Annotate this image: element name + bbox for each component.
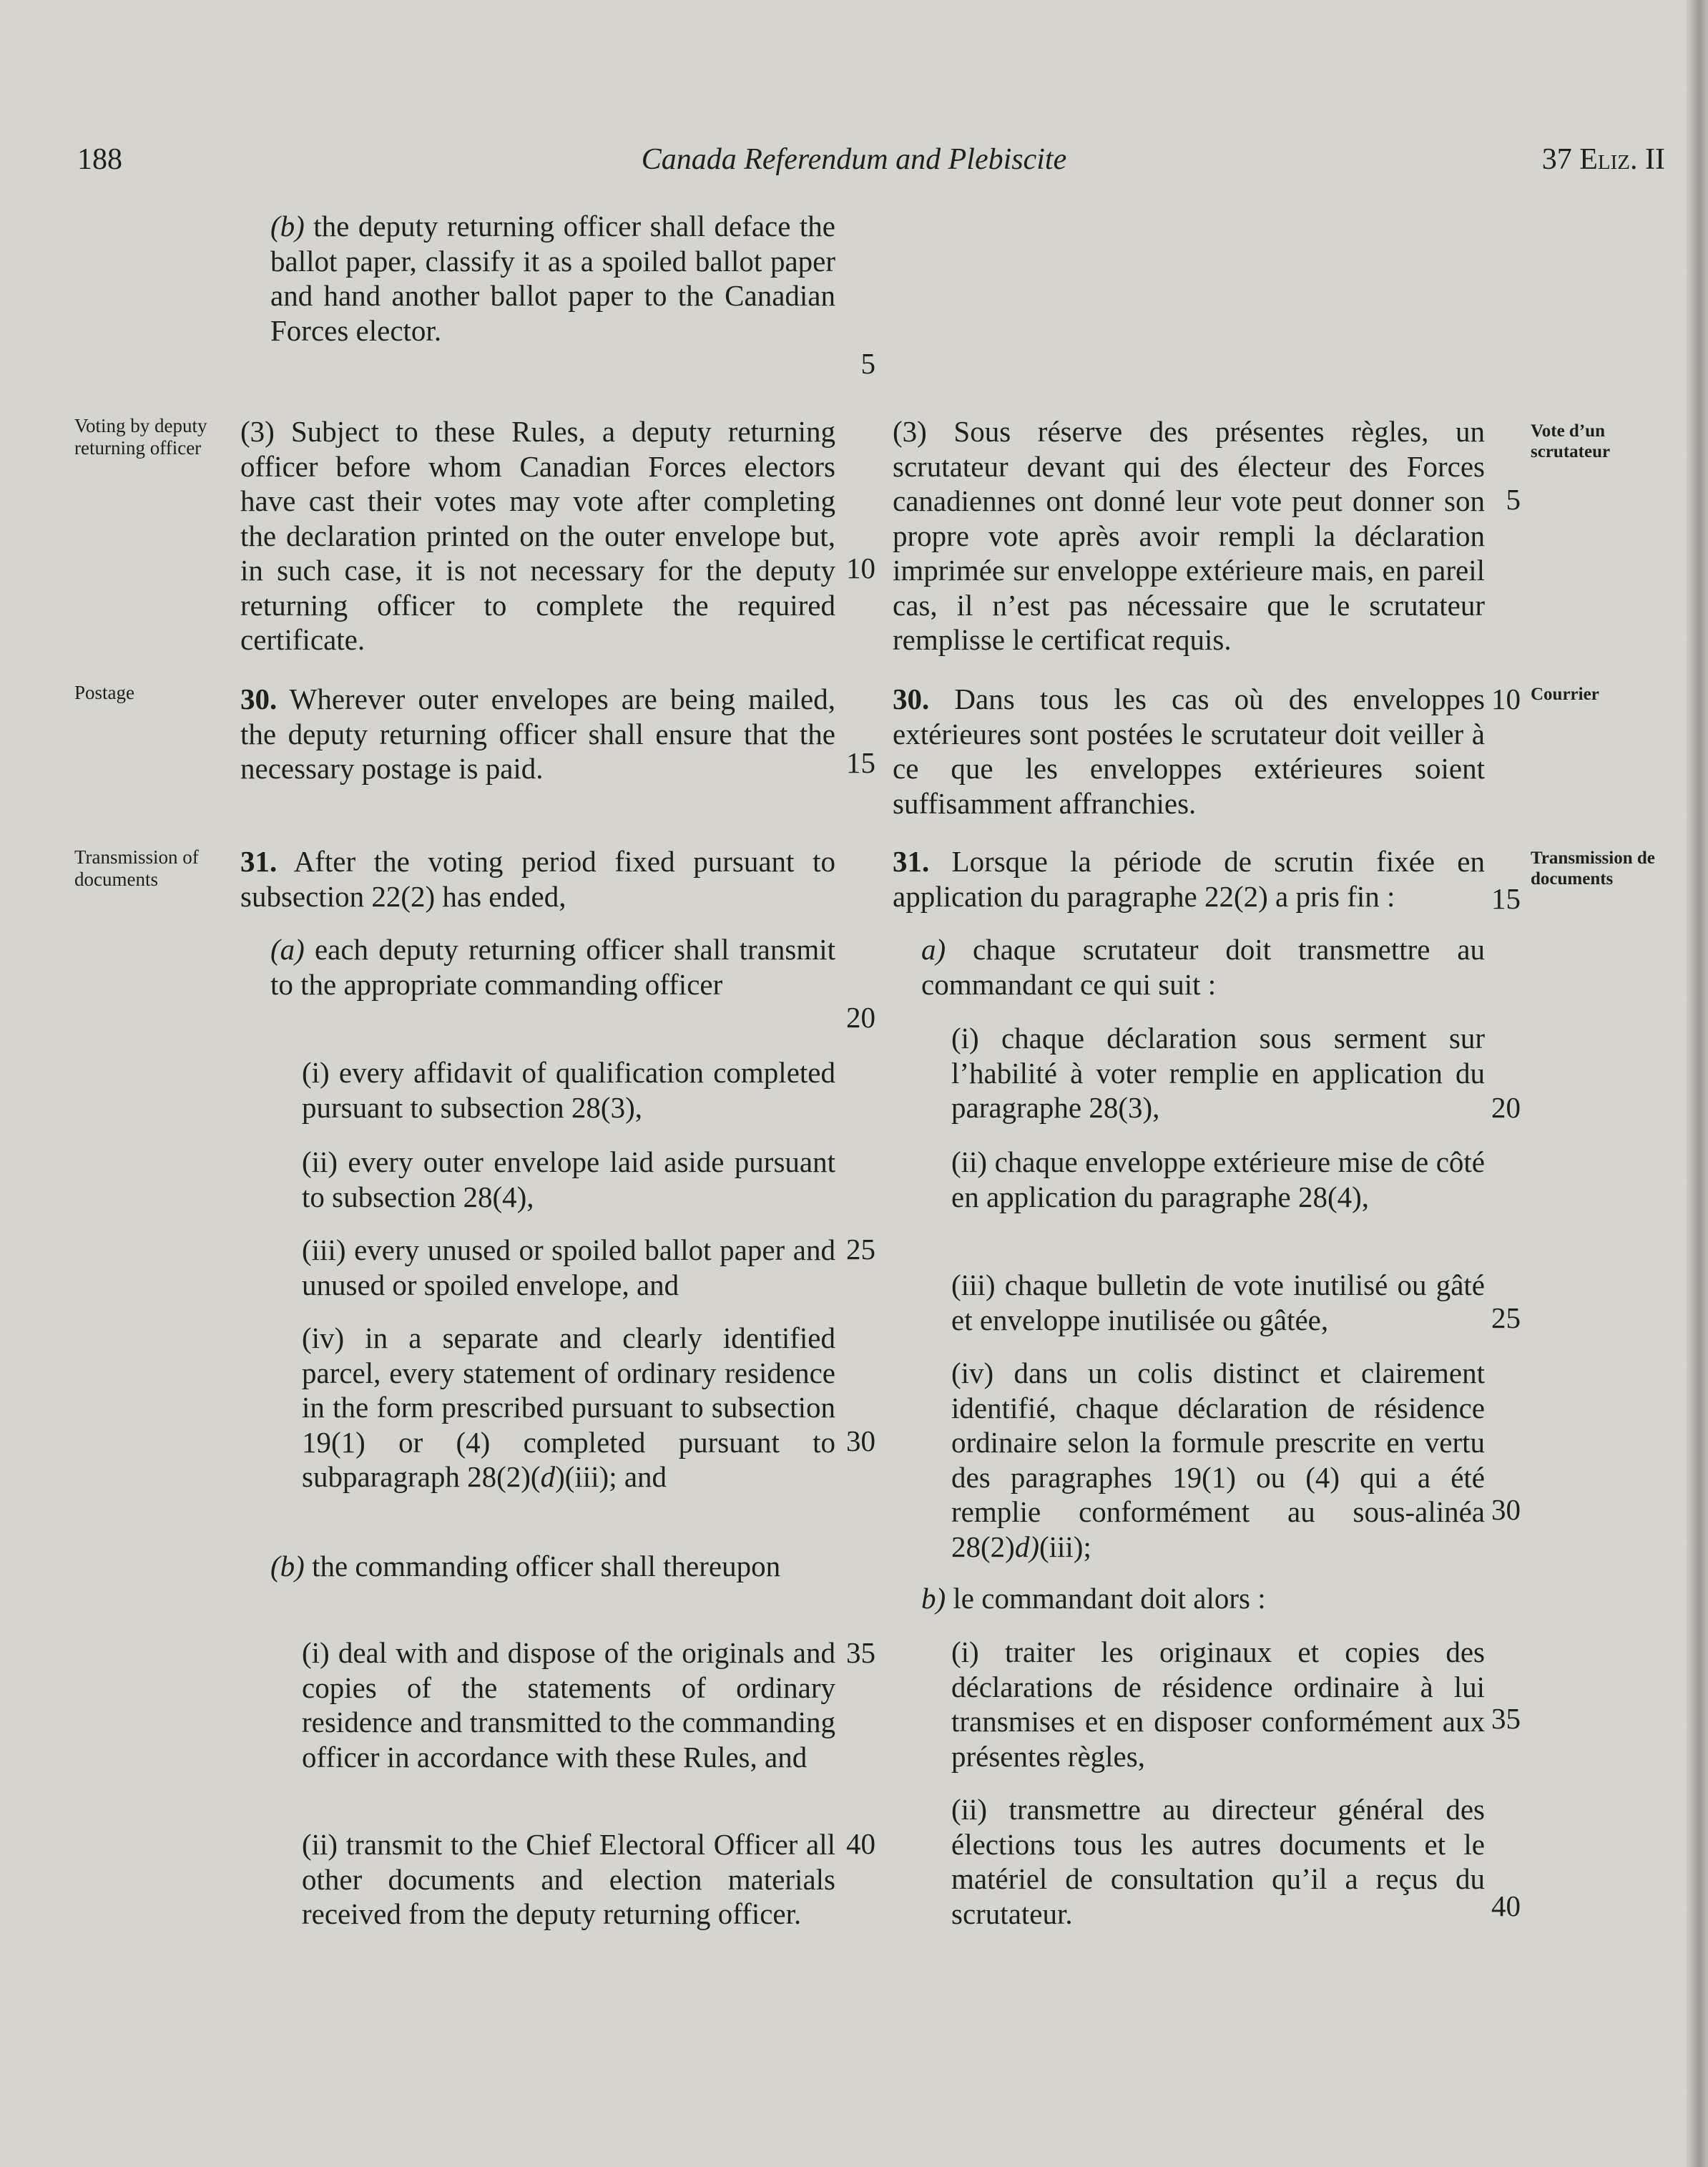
fr-para-31-b — [921, 1581, 1485, 1616]
en-line-number: 35 — [846, 1636, 875, 1669]
en-line-number: 5 — [860, 347, 875, 380]
fr-subpara-31-a-i: (i) chaque déclaration sous serment sur l’habilité à voter remplie en application du paragraphe 28(3), — [951, 1022, 1485, 1124]
fr-para-31-a-label: a) — [921, 933, 946, 966]
en-section-31-text: After the voting period fixed pursuant to subsection 22(2) has ended, — [240, 845, 835, 913]
en-subpara-31-a-iv-end: )(iii); and — [555, 1460, 667, 1493]
en-para-31-a-text: each deputy returning officer shall transmit to the appropriate commanding officer — [270, 933, 836, 1001]
en-subpara-31-a-i: (i) every affidavit of qualification completed pursuant to subsection 28(3), — [302, 1056, 835, 1124]
en-line-number: 20 — [846, 1001, 875, 1034]
fr-line-number: 15 — [1491, 882, 1521, 915]
fr-para-31-b-label: b) — [921, 1582, 946, 1615]
page-edge-shadow — [1687, 0, 1708, 2167]
en-para-b-label: (b) — [270, 210, 305, 243]
en-para-31-b-text: the commanding officer shall thereupon — [312, 1550, 781, 1583]
en-subpara-31-a-iii: (iii) every unused or spoiled ballot paper and unused or spoiled envelope, and — [302, 1233, 835, 1301]
fr-line-number: 30 — [1491, 1493, 1521, 1526]
margin-note-transmission-fr: Transmission de documents — [1531, 848, 1655, 889]
en-para-31-b-label: (b) — [270, 1550, 305, 1583]
en-para-b-text: the deputy returning officer shall deface the ballot paper, classify it as a spoiled ballot paper and hand another ballot paper to the Canadian Forces elector. — [270, 210, 835, 347]
en-para-31-a — [270, 932, 835, 1002]
fr-section-31-text: Lorsque la période de scrutin fixée en application du paragraphe 22(2) a pris fin : — [893, 845, 1485, 913]
en-line-number: 30 — [846, 1424, 875, 1457]
en-line-number: 15 — [846, 746, 875, 779]
en-line-number: 10 — [846, 552, 875, 584]
fr-subpara-31-a-iv — [951, 1356, 1485, 1564]
fr-para-31-b-text: le commandant doit alors : — [953, 1582, 1266, 1615]
fr-subpara-31-a-iv-text: (iv) dans un colis distinct et clairement identifié, chaque déclaration de résidence ordinaire selon la formule prescrite en vertu des paragraphes 19(1) ou (4) qui a été remplie conformément au sous-alinéa 28(2) — [951, 1356, 1485, 1563]
fr-section-31 — [893, 844, 1485, 914]
en-para-31-a-label: (a) — [270, 933, 305, 966]
margin-note-postage: Postage — [74, 682, 134, 703]
fr-line-number: 40 — [1491, 1889, 1521, 1922]
en-section-31 — [240, 844, 835, 914]
fr-line-number: 10 — [1491, 683, 1521, 715]
page-number: 188 — [77, 143, 122, 176]
en-subpara-31-a-ii: (ii) every outer envelope laid aside pursuant to subsection 28(4), — [302, 1145, 835, 1213]
en-subpara-31-a-iv-d: d — [540, 1460, 556, 1493]
fr-para-31-a-text: chaque scrutateur doit transmettre au commandant ce qui suit : — [921, 933, 1485, 1001]
fr-section-30-number: 30. — [893, 683, 930, 715]
en-section-30-number: 30. — [240, 683, 278, 715]
fr-subpara-31-a-iv-d: d) — [1014, 1530, 1039, 1563]
en-section-31-number: 31. — [240, 845, 278, 878]
en-section-30 — [240, 682, 835, 786]
margin-note-voting-by-dro: Voting by deputy returning officer — [74, 415, 207, 459]
margin-note-transmission: Transmission of documents — [74, 846, 199, 890]
en-line-number: 25 — [846, 1233, 875, 1266]
regnal-year: 37 Eliz. II — [1541, 143, 1665, 176]
en-para-31-b — [270, 1549, 835, 1584]
en-line-number: 40 — [846, 1827, 875, 1860]
en-subsection-29-3: (3) Subject to these Rules, a deputy returning officer before whom Canadian Forces electors have cast their votes may vote after completing the declaration printed on the outer envelope but, in such case, it is not necessary for the deputy returning officer to complete the required certificate. — [240, 415, 835, 656]
fr-subpara-31-a-iii: (iii) chaque bulletin de vote inutilisé ou gâté et enveloppe inutilisée ou gâtée, — [951, 1268, 1485, 1336]
en-subpara-31-a-iv-text: (iv) in a separate and clearly identified parcel, every statement of ordinary residence in the form prescribed pursuant to subsection 19(1) or (4) completed pursuant to subparagraph 28(2)( — [302, 1321, 835, 1493]
en-para-b — [270, 209, 835, 348]
fr-subpara-31-b-i: (i) traiter les originaux et copies des déclarations de résidence ordinaire à lui transmises et en disposer conformément aux présentes règles, — [951, 1635, 1485, 1773]
en-subpara-31-b-ii: (ii) transmit to the Chief Electoral Officer all other documents and election materials received from the deputy returning officer. — [302, 1828, 835, 1930]
en-section-30-text: Wherever outer envelopes are being mailed, the deputy returning officer shall ensure that the necessary postage is paid. — [240, 683, 835, 785]
margin-note-courrier: Courrier — [1531, 685, 1599, 704]
margin-note-vote-scrutateur: Vote d’un scrutateur — [1531, 421, 1611, 461]
fr-subpara-31-a-ii: (ii) chaque enveloppe extérieure mise de côté en application du paragraphe 28(4), — [951, 1145, 1485, 1213]
fr-section-30 — [893, 682, 1485, 821]
fr-line-number: 35 — [1491, 1702, 1521, 1735]
fr-section-31-number: 31. — [893, 845, 930, 878]
fr-subpara-31-a-iv-end: (iii); — [1039, 1530, 1091, 1563]
running-title: Canada Referendum and Plebiscite — [641, 143, 1067, 176]
fr-para-31-a — [921, 932, 1485, 1002]
fr-line-number: 5 — [1506, 483, 1521, 516]
fr-subsection-29-3: (3) Sous réserve des présentes règles, un scrutateur devant qui des électeur des Forces canadiennes ont donné leur vote peut donner son propre vote après avoir rempli la déclaration imprimée sur enveloppe extérieure mais, en pareil cas, il n’est pas nécessaire que le scrutateur remplisse le certificat requis. — [893, 415, 1485, 656]
en-subpara-31-b-i: (i) deal with and dispose of the originals and copies of the statements of ordinary residence and transmitted to the commanding officer in accordance with these Rules, and — [302, 1636, 835, 1774]
fr-subpara-31-b-ii: (ii) transmettre au directeur général des élections tous les autres documents et le matériel de consultation qu’il a reçus du scrutateur. — [951, 1793, 1485, 1930]
fr-section-30-text: Dans tous les cas où des enveloppes extérieures sont postées le scrutateur doit veiller à ce que les enveloppes extérieures soient suffisamment affranchies. — [893, 683, 1485, 820]
fr-line-number: 20 — [1491, 1091, 1521, 1124]
fr-line-number: 25 — [1491, 1301, 1521, 1334]
en-subpara-31-a-iv — [302, 1321, 835, 1495]
